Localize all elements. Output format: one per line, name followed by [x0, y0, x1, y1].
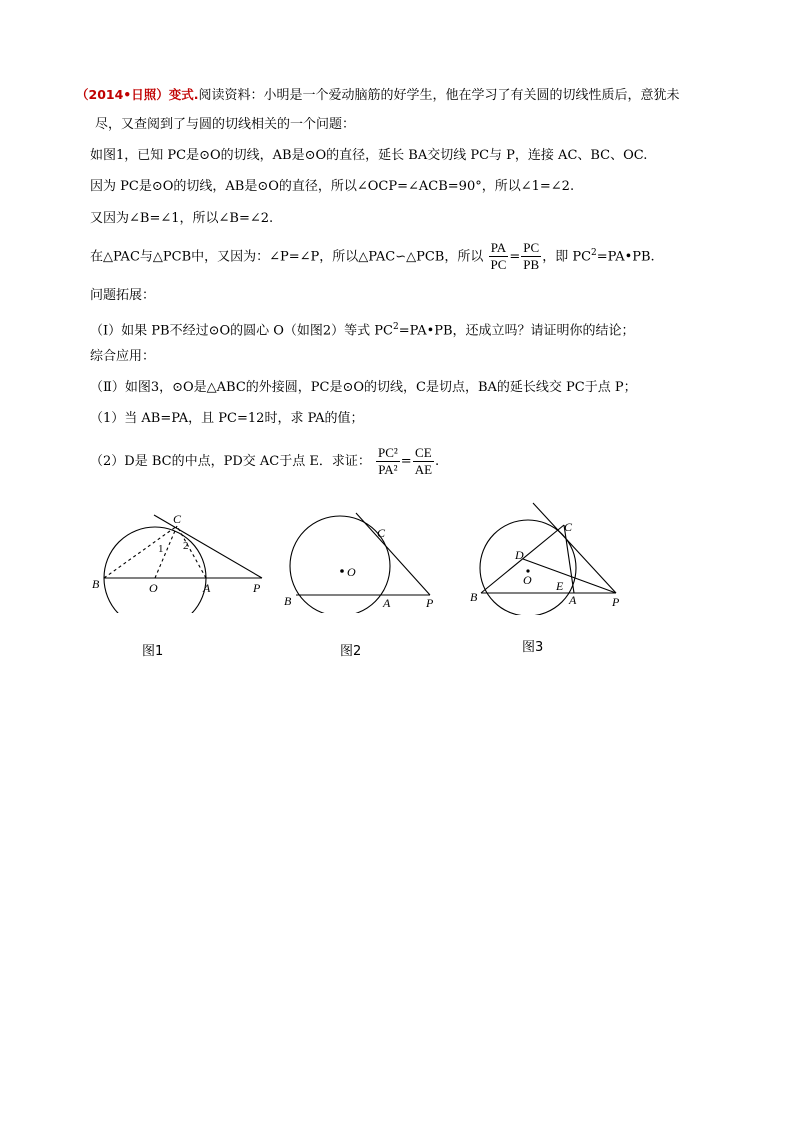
figure-3-caption: 图3	[522, 640, 544, 655]
text-line-4: 因为 PC是⊙O的切线，AB是⊙O的直径，所以∠OCP=∠ACB=90°，所以∠1=∠2.	[90, 179, 575, 194]
fig1-line-bc	[104, 526, 177, 578]
fig1-line-ac	[177, 526, 206, 578]
fig3-label-b: B	[470, 590, 478, 604]
fig1-label-o: O	[149, 581, 158, 595]
fig3-label-c: C	[564, 520, 573, 534]
text-line-6: 在△PAC与△PCB中，又因为：∠P=∠P，所以△PAC∽△PCB，所以 $\frac{PA}{PC}$ = $\frac{PC}{PB}$ ，即 $PC^2=PA•PB$.	[90, 240, 655, 273]
fig1-label-p: P	[253, 581, 261, 595]
fig2-label-c: C	[377, 526, 386, 540]
figure-2	[280, 508, 450, 613]
fig1-tangent-pc	[154, 515, 262, 578]
problem-source: （2014•日照）变式.	[76, 87, 199, 102]
fig1-label-b: B	[92, 577, 100, 591]
fig3-label-e: E	[556, 579, 564, 593]
intro-line-1: （2014•日照）变式.阅读资料：小明是一个爱动脑筋的好学生，他在学习了有关圆的切线性质后，意犹未	[76, 87, 680, 103]
fig2-label-a: A	[383, 596, 391, 610]
fig3-label-p: P	[612, 595, 620, 609]
intro-line-2: 尽，又查阅到了与圆的切线相关的一个问题：	[95, 117, 356, 132]
figure-2-caption: 图2	[340, 644, 362, 659]
fig2-label-o: O	[347, 565, 356, 579]
fraction-pc-pb: $\frac{PC}{PB}$	[523, 240, 540, 273]
fig3-label-o: O	[523, 573, 532, 587]
fraction-pa-pc: $\frac{PA}{PC}$	[490, 240, 507, 273]
fig2-center-dot	[340, 569, 344, 573]
text-line-10: （Ⅱ）如图3，⊙O是△ABC的外接圆，PC是⊙O的切线，C是切点，BA的延长线交 PC于点 P；	[90, 380, 637, 395]
fig2-label-b: B	[284, 594, 292, 608]
fig3-label-a: A	[569, 593, 577, 607]
fig1-label-c: C	[173, 512, 182, 526]
fraction-pc2-pa2: $\frac{\text{PC²}}{\text{PA²}}$	[377, 445, 398, 477]
fig1-circle	[104, 527, 206, 613]
text-line-3: 如图1，已知 PC是⊙O的切线，AB是⊙O的直径，延长 BA交切线 PC与 P，连接 AC、BC、OC.	[90, 148, 648, 163]
fraction-ce-ae: $\frac{CE}{AE}$	[414, 445, 433, 477]
fig2-circle	[290, 516, 390, 613]
text-line-8: （Ⅰ）如果 PB不经过⊙O的圆心 O（如图2）等式 $PC^2=PA•PB$，还成立吗？请证明你的结论；	[90, 322, 635, 339]
text-line-9: 综合应用：	[90, 349, 156, 364]
fig3-line-ca	[564, 525, 574, 593]
fig2-label-p: P	[426, 596, 434, 610]
text-line-11: （1）当 AB=PA，且 PC=12时，求 PA的值；	[90, 411, 364, 426]
text-line-5: 又因为∠B=∠1，所以∠B=∠2.	[90, 211, 274, 226]
figure-3	[466, 500, 636, 615]
fig1-label-angle-1: 1	[158, 543, 164, 555]
figure-1	[86, 508, 276, 613]
fig1-label-a: A	[203, 581, 211, 595]
figure-1-caption: 图1	[142, 644, 164, 659]
fig3-label-d: D	[515, 548, 524, 562]
text-line-7: 问题拓展：	[90, 288, 156, 303]
fig2-tangent-pc	[356, 513, 430, 595]
fig1-label-angle-2: 2	[183, 540, 189, 552]
text-line-12: （2）D是 BC的中点，PD交 AC于点 E．求证： $\frac{\text{PC²}}{\text{PA²}}$ = $\frac{CE}{AE}$ .	[90, 445, 440, 477]
